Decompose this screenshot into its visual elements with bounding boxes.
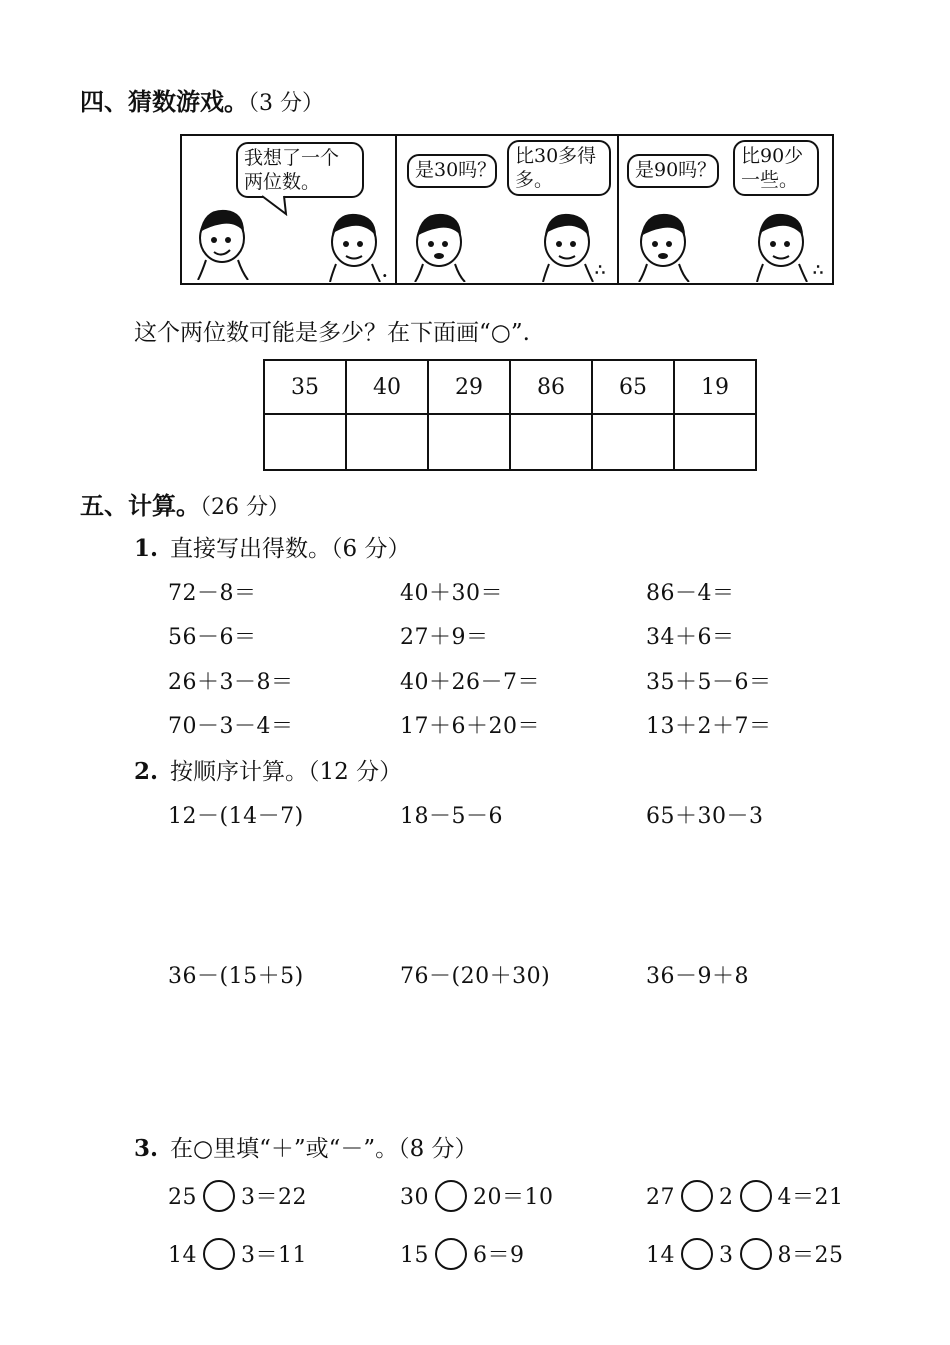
answer-cell[interactable] [510, 414, 592, 470]
boy-left-icon [192, 202, 254, 280]
answer-cell[interactable] [428, 414, 510, 470]
operand: 30 [400, 1185, 429, 1210]
section-5-title: 五、计算。 [80, 492, 200, 520]
operand: 4＝21 [777, 1185, 844, 1210]
operand: 8＝25 [777, 1243, 844, 1268]
speech-bubble-2a [407, 154, 497, 188]
answer-cell[interactable] [264, 414, 346, 470]
fill-expression [400, 1238, 525, 1272]
option-cell: 86 [510, 360, 592, 414]
q1-number: 1. [134, 535, 159, 562]
boy-right-icon [751, 206, 813, 282]
operator-circle[interactable] [681, 1238, 713, 1270]
expression: 35＋5－6＝ [646, 670, 772, 695]
dots-marker: ∴ [595, 260, 606, 279]
fill-expression [168, 1180, 307, 1214]
q3-number: 3. [134, 1135, 159, 1162]
speech-bubble-3b [733, 140, 819, 196]
bubble-text: 比30多得 [515, 145, 597, 167]
boy-left-icon [409, 206, 471, 282]
operator-circle[interactable] [203, 1180, 235, 1212]
answer-cell[interactable] [592, 414, 674, 470]
option-cell: 29 [428, 360, 510, 414]
expression: 76－(20＋30) [400, 964, 551, 989]
dots-marker: ∴ [813, 260, 824, 279]
bubble-text: 一些。 [741, 169, 799, 191]
operator-circle[interactable] [203, 1238, 235, 1270]
expression: 65＋30－3 [646, 804, 764, 829]
option-cell: 65 [592, 360, 674, 414]
dot-marker: . [382, 262, 388, 281]
q2-heading [134, 753, 402, 786]
expression: 70－3－4＝ [168, 714, 294, 739]
expression: 36－9＋8 [646, 964, 749, 989]
boy-left-icon [633, 206, 695, 282]
comic-strip [180, 134, 834, 285]
boy-right-icon [537, 206, 599, 282]
operator-circle[interactable] [435, 1238, 467, 1270]
expression: 72－8＝ [168, 581, 257, 606]
expression: 27＋9＝ [400, 625, 489, 650]
bubble-text: 比90少 [741, 145, 804, 167]
guess-table [263, 359, 757, 471]
answer-cell[interactable] [346, 414, 428, 470]
speech-bubble-1 [236, 142, 364, 198]
fill-expression [168, 1238, 307, 1272]
expression: 12－(14－7) [168, 804, 304, 829]
expression: 18－5－6 [400, 804, 503, 829]
operand: 25 [168, 1185, 197, 1210]
section-5-heading [80, 486, 290, 521]
expression: 86－4＝ [646, 581, 735, 606]
operator-circle[interactable] [740, 1238, 772, 1270]
comic-panel-3 [619, 136, 832, 283]
q1-title: 直接写出得数。（6 分） [170, 536, 411, 562]
operand: 3 [719, 1243, 734, 1268]
option-cell: 19 [674, 360, 756, 414]
expression: 36－(15＋5) [168, 964, 304, 989]
expression: 40＋30＝ [400, 581, 503, 606]
bubble-text: 多。 [515, 169, 554, 191]
expression: 40＋26－7＝ [400, 670, 540, 695]
bubble-text: 是90吗？ [635, 159, 717, 181]
section-4-points: （3 分） [248, 91, 324, 116]
operand: 14 [646, 1243, 675, 1268]
operator-circle[interactable] [740, 1180, 772, 1212]
bubble-text: 两位数。 [244, 171, 321, 193]
operator-circle[interactable] [435, 1180, 467, 1212]
option-cell: 40 [346, 360, 428, 414]
q2-title: 按顺序计算。（12 分） [170, 759, 403, 785]
operand: 3＝22 [241, 1185, 307, 1210]
operand: 15 [400, 1243, 429, 1268]
fill-expression [646, 1238, 844, 1272]
fill-expression [400, 1180, 554, 1214]
section-5-points: （26 分） [200, 495, 290, 520]
bubble-tail [256, 194, 296, 216]
q1-heading [134, 530, 410, 563]
expression: 17＋6＋20＝ [400, 714, 540, 739]
operand: 20＝10 [473, 1185, 554, 1210]
q3-heading [134, 1130, 478, 1163]
operand: 27 [646, 1185, 675, 1210]
boy-right-icon [324, 206, 386, 282]
operator-circle[interactable] [681, 1180, 713, 1212]
section-4-heading [80, 82, 324, 117]
option-cell: 35 [264, 360, 346, 414]
q2-number: 2. [134, 758, 159, 785]
expression: 56－6＝ [168, 625, 257, 650]
speech-bubble-2b [507, 140, 611, 196]
guess-question: 这个两位数可能是多少？在下面画“○”. [134, 320, 530, 346]
operand: 6＝9 [473, 1243, 525, 1268]
speech-bubble-3a [627, 154, 719, 188]
comic-panel-2 [397, 136, 619, 283]
answer-cell[interactable] [674, 414, 756, 470]
expression: 26＋3－8＝ [168, 670, 294, 695]
expression: 34＋6＝ [646, 625, 735, 650]
fill-expression [646, 1180, 844, 1214]
operand: 3＝11 [241, 1243, 307, 1268]
q3-title: 在○里填“＋”或“－”。（8 分） [170, 1136, 478, 1162]
operand: 14 [168, 1243, 197, 1268]
comic-panel-1 [182, 136, 397, 283]
bubble-text: 是30吗？ [415, 159, 497, 181]
section-4-title: 四、猜数游戏。 [80, 88, 248, 116]
expression: 13＋2＋7＝ [646, 714, 772, 739]
operand: 2 [719, 1185, 734, 1210]
bubble-text: 我想了一个 [244, 147, 340, 169]
